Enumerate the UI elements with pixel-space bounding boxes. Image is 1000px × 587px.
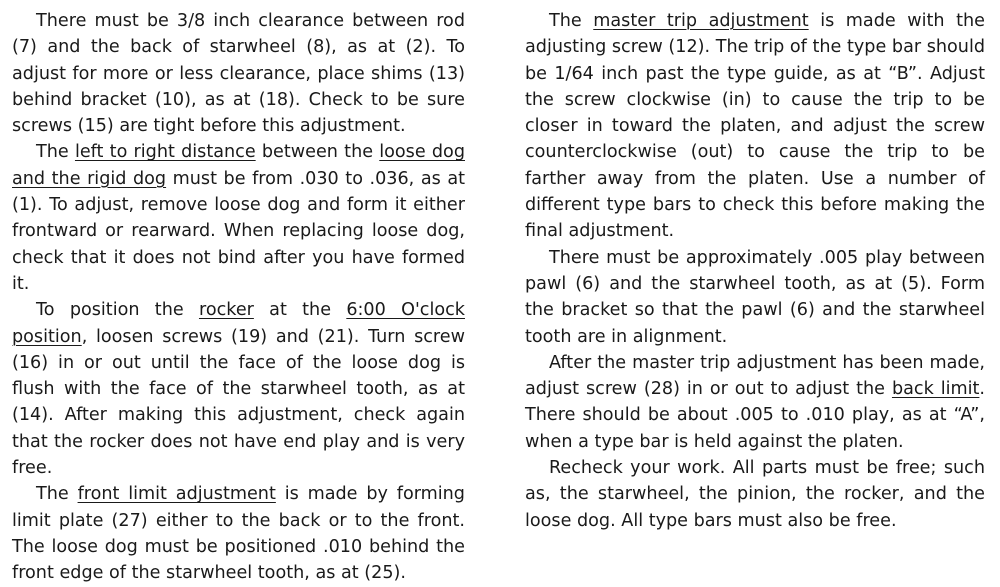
paragraph-text: After the master trip adjustment has been made, adjust screw (28) in or out to adjust the [525,352,985,400]
front-limit-paragraph [12,481,465,586]
left-column [12,8,465,587]
paragraph-text: is made with the adjusting screw (12). The trip of the type bar should be 1/64 inch past the type guide, as at “B”. Adjust the screw clockwise (in) to cause the trip to be closer in toward the platen, and adjust the screw counterclockwise (out) to cause the trip to be farther away from the platen. Use a number of different type bars to check this before making the final adjustment. [525,11,985,242]
underlined-term: master trip adjustment [593,11,809,31]
paragraph-text: There must be 3/8 inch clearance between rod (7) and the back of starwheel (8), as at (2). To adjust for more or less clearance, place shims (13) behind bracket (10), as at (18). Check to be sure screws (15) are tight before this adjustment. [12,11,465,137]
underlined-term: 6:00 O'clock position [12,300,465,347]
paragraph-text: The [549,11,594,31]
right-column [525,8,985,534]
underlined-term: front limit adjustment [77,484,276,505]
paragraph-text: is made by forming limit plate (27) either to the back or to the front. The loose dog must be positioned .010 behind the front edge of the starwheel tooth, as at (25). [12,484,465,584]
paragraph-text: The [36,484,78,505]
paragraph-text: . There should be about .005 to .010 play, as at “A”, when a type bar is held against the platen. [525,379,985,452]
recheck-paragraph [525,455,985,534]
rod-clearance-paragraph [12,8,465,139]
paragraph-text: at the [253,300,347,321]
underlined-term: rocker [198,300,254,321]
paragraph-text: To position the [36,300,199,321]
paragraph-text: , loosen screws (19) and (21). Turn screw (16) in or out until the face of the loose dog is flush with the face of the starwheel tooth, as at (14). After making this adjustment, check again that the rocker does not have end play and is very free. [12,326,465,479]
underlined-term: loose dog and the rigid dog [12,142,465,189]
underlined-term: back limit [891,379,980,400]
paragraph-text: Recheck your work. All parts must be free; such as, the starwheel, the pinion, the rocker, and the loose dog. All type bars must also be free. [525,458,985,531]
pawl-play-paragraph [525,245,985,350]
paragraph-text: There must be approximately .005 play between pawl (6) and the starwheel tooth, as at (5). Form the bracket so that the pawl (6) and the starwheel tooth are in alignment. [525,247,985,347]
rocker-position-paragraph [12,297,465,481]
master-trip-paragraph [525,8,985,245]
back-limit-paragraph [525,350,985,455]
paragraph-text: between the [255,142,380,163]
paragraph-text: must be from .030 to .036, as at (1). To adjust, remove loose dog and form it either frontward or rearward. When replacing loose dog, check that it does not bind after you have formed it. [12,168,465,294]
underlined-term: left to right distance [74,142,256,163]
loose-dog-distance-paragraph [12,139,465,297]
paragraph-text: The [36,142,75,163]
